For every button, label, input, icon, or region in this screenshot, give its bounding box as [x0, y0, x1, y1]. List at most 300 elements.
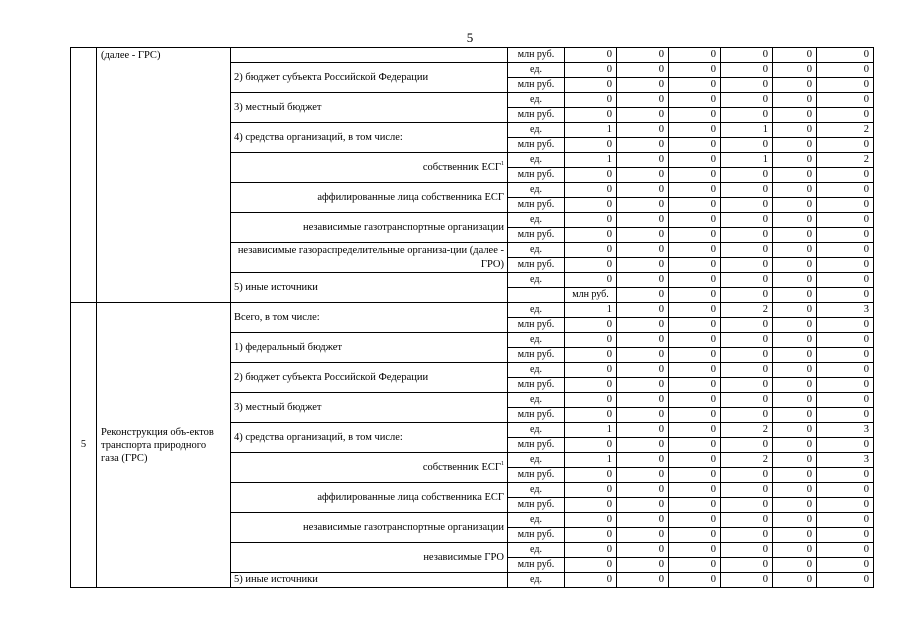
unit-cell: ед. [508, 183, 565, 198]
unit-cell: млн руб. [508, 408, 565, 423]
value-cell: 0 [773, 198, 817, 213]
funding-source-cell [231, 393, 508, 423]
value-cell: 0 [565, 573, 617, 588]
value-cell: 0 [721, 168, 773, 183]
value-cell: 2 [721, 453, 773, 468]
value-cell: 1 [721, 153, 773, 168]
value-cell: 0 [565, 498, 617, 513]
value-cell: 0 [617, 363, 669, 378]
value-cell: 1 [565, 423, 617, 438]
value-cell: 0 [817, 78, 874, 93]
funding-source-cell [231, 333, 508, 363]
value-cell: 0 [721, 378, 773, 393]
value-cell: 0 [669, 213, 721, 228]
value-cell: 0 [721, 393, 773, 408]
value-cell: 0 [773, 93, 817, 108]
value-cell: 0 [617, 273, 669, 288]
value-cell: 0 [669, 378, 721, 393]
value-cell: 0 [773, 468, 817, 483]
unit-cell: ед. [508, 213, 565, 228]
value-cell: 0 [773, 243, 817, 258]
value-cell: 0 [721, 483, 773, 498]
value-cell: 0 [617, 378, 669, 393]
unit-cell: млн руб. [508, 138, 565, 153]
value-cell: 0 [617, 348, 669, 363]
value-cell: 0 [669, 423, 721, 438]
value-cell: 0 [669, 363, 721, 378]
value-cell: 0 [721, 243, 773, 258]
value-cell: 0 [773, 483, 817, 498]
value-cell: 0 [617, 243, 669, 258]
value-cell: 3 [817, 423, 874, 438]
value-cell: 0 [817, 498, 874, 513]
funding-source-cell [231, 183, 508, 213]
value-cell: 0 [617, 318, 669, 333]
funding-source-label: 3) местный бюджет [234, 401, 322, 413]
unit-cell: млн руб. [508, 468, 565, 483]
value-cell: 0 [617, 63, 669, 78]
funding-source-label: 2) бюджет субъекта Российской Федерации [234, 71, 429, 83]
value-cell: 0 [669, 303, 721, 318]
value-cell: 0 [773, 318, 817, 333]
funding-source-cell [231, 423, 508, 453]
funding-source-label: 5) иные источники [234, 574, 318, 585]
funding-source-label: 4) средства организаций, в том числе: [234, 431, 403, 443]
value-cell: 0 [669, 438, 721, 453]
funding-source-cell [231, 123, 508, 153]
value-cell: 0 [669, 513, 721, 528]
value-cell: 1 [565, 123, 617, 138]
value-cell: 0 [817, 468, 874, 483]
unit-cell: млн руб. [508, 258, 565, 273]
value-cell: 0 [565, 183, 617, 198]
value-cell: 0 [773, 228, 817, 243]
funding-source-cell [508, 288, 565, 303]
value-cell: 0 [617, 48, 669, 63]
value-cell: 0 [617, 153, 669, 168]
value-cell: 2 [817, 153, 874, 168]
value-cell: 0 [617, 168, 669, 183]
value-cell: 0 [617, 183, 669, 198]
value-cell: 0 [565, 408, 617, 423]
value-cell: 0 [617, 108, 669, 123]
funding-source-cell [231, 573, 508, 588]
unit-cell: ед. [508, 153, 565, 168]
value-cell: 0 [817, 138, 874, 153]
value-cell: 0 [721, 333, 773, 348]
value-cell: 0 [565, 78, 617, 93]
value-cell: 0 [669, 63, 721, 78]
value-cell: 0 [565, 393, 617, 408]
value-cell: 0 [617, 453, 669, 468]
value-cell: 0 [817, 93, 874, 108]
unit-cell: ед. [508, 243, 565, 258]
value-cell: 0 [817, 168, 874, 183]
value-cell: 0 [817, 183, 874, 198]
value-cell: 0 [817, 228, 874, 243]
value-cell: 0 [617, 468, 669, 483]
funding-source-cell [231, 363, 508, 393]
value-cell: 0 [565, 528, 617, 543]
value-cell: 0 [565, 243, 617, 258]
value-cell: 0 [669, 168, 721, 183]
value-cell: 2 [817, 123, 874, 138]
value-cell: 0 [669, 153, 721, 168]
value-cell: 0 [817, 483, 874, 498]
page-number: 5 [466, 30, 474, 45]
unit-cell: млн руб. [508, 348, 565, 363]
funding-source-label: 2) бюджет субъекта Российской Федерации [234, 371, 429, 383]
unit-cell: млн руб. [508, 198, 565, 213]
funding-source-label: независимые газораспределительные организа-ции (далее - ГРО) [237, 244, 504, 270]
value-cell: 0 [617, 213, 669, 228]
value-cell: 0 [565, 108, 617, 123]
value-cell: 0 [773, 573, 817, 588]
value-cell: 0 [817, 63, 874, 78]
funding-source-cell [231, 453, 508, 483]
value-cell: 0 [773, 183, 817, 198]
value-cell: 0 [669, 453, 721, 468]
unit-cell: ед. [508, 453, 565, 468]
funding-source-cell [231, 93, 508, 123]
unit-cell: ед. [508, 93, 565, 108]
unit-cell: ед. [508, 303, 565, 318]
funding-source-label: Всего, в том числе: [234, 311, 320, 323]
value-cell: 0 [669, 528, 721, 543]
value-cell: 0 [669, 258, 721, 273]
unit-cell: ед. [508, 423, 565, 438]
value-cell: 0 [773, 138, 817, 153]
value-cell: 0 [721, 108, 773, 123]
value-cell: 0 [721, 288, 773, 303]
value-cell: 0 [565, 318, 617, 333]
funding-source-label: аффилированные лица собственника ЕСГ [317, 191, 504, 203]
unit-cell: млн руб. [508, 438, 565, 453]
funding-source-label: собственник ЕСГ [422, 161, 501, 173]
value-cell: 0 [773, 543, 817, 558]
value-cell: 0 [773, 528, 817, 543]
value-cell: 0 [773, 438, 817, 453]
value-cell: 0 [617, 78, 669, 93]
value-cell: 0 [565, 63, 617, 78]
value-cell: 0 [617, 123, 669, 138]
unit-cell: ед. [508, 483, 565, 498]
unit-cell: ед. [508, 573, 565, 588]
value-cell: 0 [721, 93, 773, 108]
value-cell: 0 [565, 513, 617, 528]
value-cell: 0 [773, 213, 817, 228]
unit-cell: млн руб. [508, 168, 565, 183]
value-cell: 0 [565, 378, 617, 393]
value-cell: 0 [721, 408, 773, 423]
value-cell: 0 [817, 408, 874, 423]
value-cell: 0 [817, 48, 874, 63]
value-cell: 0 [817, 213, 874, 228]
value-cell: 0 [721, 573, 773, 588]
value-cell: 0 [617, 558, 669, 573]
value-cell: 0 [817, 198, 874, 213]
value-cell: 0 [617, 543, 669, 558]
value-cell: 0 [773, 393, 817, 408]
unit-cell: ед. [508, 543, 565, 558]
value-cell: 0 [565, 363, 617, 378]
value-cell: 0 [669, 573, 721, 588]
funding-source-label: 5) иные источники [234, 281, 318, 293]
value-cell: 0 [773, 498, 817, 513]
value-cell: 0 [669, 288, 721, 303]
row-number-cell: 5 [71, 303, 97, 588]
value-cell: 0 [817, 258, 874, 273]
funding-source-label: 4) средства организаций, в том числе: [234, 131, 403, 143]
value-cell: 0 [669, 348, 721, 363]
value-cell: 0 [617, 408, 669, 423]
unit-cell: ед. [508, 273, 565, 288]
value-cell: 0 [817, 318, 874, 333]
value-cell: 0 [773, 123, 817, 138]
funding-table [70, 47, 874, 588]
funding-source-label: 3) местный бюджет [234, 101, 322, 113]
value-cell: 0 [565, 213, 617, 228]
value-cell: 0 [669, 243, 721, 258]
value-cell: 0 [617, 198, 669, 213]
value-cell: 0 [669, 318, 721, 333]
value-cell: 0 [565, 198, 617, 213]
unit-cell: ед. [508, 393, 565, 408]
value-cell: 0 [817, 288, 874, 303]
funding-source-label: 1) федеральный бюджет [234, 341, 343, 353]
value-cell: 0 [617, 528, 669, 543]
unit-cell: ед. [508, 333, 565, 348]
value-cell: 0 [817, 558, 874, 573]
unit-cell: млн руб. [508, 78, 565, 93]
value-cell: 0 [565, 228, 617, 243]
value-cell: 0 [669, 108, 721, 123]
unit-cell: млн руб. [508, 48, 565, 63]
value-cell: 0 [773, 108, 817, 123]
value-cell: 0 [721, 63, 773, 78]
value-cell: 0 [669, 333, 721, 348]
value-cell: 0 [617, 138, 669, 153]
funding-source-label: независимые газотранспортные организации [302, 221, 504, 233]
value-cell: 0 [617, 483, 669, 498]
value-cell: 0 [817, 243, 874, 258]
value-cell: 0 [773, 453, 817, 468]
value-cell: 0 [617, 423, 669, 438]
table-body [71, 48, 874, 588]
value-cell: 0 [817, 543, 874, 558]
value-cell: 0 [817, 393, 874, 408]
value-cell: 0 [617, 438, 669, 453]
value-cell: 0 [817, 333, 874, 348]
value-cell: 0 [565, 93, 617, 108]
value-cell: 0 [669, 393, 721, 408]
value-cell: 0 [669, 228, 721, 243]
value-cell: 0 [669, 198, 721, 213]
value-cell: 0 [721, 198, 773, 213]
value-cell: 0 [773, 408, 817, 423]
value-cell: 0 [565, 483, 617, 498]
value-cell: 0 [721, 183, 773, 198]
value-cell: 0 [817, 573, 874, 588]
value-cell: 0 [817, 273, 874, 288]
funding-source-cell [231, 483, 508, 513]
value-cell: 0 [721, 213, 773, 228]
funding-source-cell [231, 543, 508, 573]
value-cell: 3 [817, 453, 874, 468]
value-cell: 0 [669, 273, 721, 288]
value-cell: 0 [721, 438, 773, 453]
unit-cell: млн руб. [508, 528, 565, 543]
value-cell: 0 [565, 333, 617, 348]
value-cell: 0 [721, 348, 773, 363]
value-cell: 0 [773, 63, 817, 78]
value-cell: 0 [721, 513, 773, 528]
value-cell: 0 [721, 318, 773, 333]
unit-cell: млн руб. [508, 228, 565, 243]
value-cell: 0 [773, 48, 817, 63]
value-cell: 0 [617, 303, 669, 318]
value-cell: 0 [721, 48, 773, 63]
value-cell: 0 [817, 513, 874, 528]
value-cell: 0 [617, 573, 669, 588]
value-cell: 0 [721, 528, 773, 543]
value-cell: 0 [669, 468, 721, 483]
value-cell: 0 [773, 513, 817, 528]
value-cell: 0 [817, 378, 874, 393]
value-cell: 0 [773, 153, 817, 168]
value-cell: 0 [773, 423, 817, 438]
value-cell: 0 [773, 258, 817, 273]
value-cell: 0 [817, 108, 874, 123]
value-cell: 0 [669, 48, 721, 63]
value-cell: 0 [565, 138, 617, 153]
value-cell: 0 [617, 513, 669, 528]
unit-cell: млн руб. [508, 108, 565, 123]
funding-source-cell [231, 513, 508, 543]
value-cell: 0 [669, 483, 721, 498]
value-cell: 0 [565, 468, 617, 483]
value-cell: 0 [565, 48, 617, 63]
value-cell: 0 [721, 498, 773, 513]
value-cell: 0 [773, 168, 817, 183]
unit-cell: ед. [508, 123, 565, 138]
value-cell: 0 [817, 528, 874, 543]
funding-source-label: собственник ЕСГ [422, 461, 501, 473]
unit-cell: ед. [508, 363, 565, 378]
value-cell: 0 [721, 543, 773, 558]
value-cell: 1 [565, 153, 617, 168]
row-number-cell [71, 48, 97, 303]
unit-cell: млн руб. [508, 558, 565, 573]
funding-source-cell [231, 243, 508, 273]
value-cell: 0 [617, 333, 669, 348]
activity-name-cell: Реконструкция объ-ектов транспорта природного газа (ГРС) [97, 303, 231, 588]
value-cell: 0 [669, 558, 721, 573]
table-row [71, 303, 874, 318]
value-cell: 0 [721, 468, 773, 483]
funding-source-cell [231, 273, 508, 303]
value-cell: 0 [669, 138, 721, 153]
value-cell: 0 [773, 303, 817, 318]
value-cell: 0 [565, 558, 617, 573]
value-cell: 0 [773, 288, 817, 303]
funding-source-cell [231, 213, 508, 243]
value-cell: 0 [773, 378, 817, 393]
value-cell: 0 [669, 123, 721, 138]
value-cell: 0 [669, 183, 721, 198]
value-cell: 0 [773, 363, 817, 378]
value-cell: 0 [773, 78, 817, 93]
value-cell: 0 [721, 78, 773, 93]
unit-cell: млн руб. [565, 288, 617, 303]
value-cell: 0 [669, 78, 721, 93]
activity-name-cell: (далее - ГРС) [97, 48, 231, 303]
value-cell: 0 [669, 498, 721, 513]
value-cell: 0 [617, 393, 669, 408]
funding-source-cell [231, 48, 508, 63]
value-cell: 2 [721, 423, 773, 438]
value-cell: 0 [773, 558, 817, 573]
footnote-mark: 1 [501, 460, 504, 467]
value-cell: 0 [721, 138, 773, 153]
value-cell: 0 [721, 258, 773, 273]
value-cell: 1 [721, 123, 773, 138]
value-cell: 0 [669, 93, 721, 108]
value-cell: 0 [721, 273, 773, 288]
unit-cell: млн руб. [508, 498, 565, 513]
value-cell: 0 [565, 168, 617, 183]
value-cell: 0 [565, 273, 617, 288]
funding-source-label: аффилированные лица собственника ЕСГ [317, 491, 504, 503]
value-cell: 0 [617, 498, 669, 513]
unit-cell: млн руб. [508, 318, 565, 333]
value-cell: 1 [565, 453, 617, 468]
value-cell: 0 [617, 288, 669, 303]
value-cell: 3 [817, 303, 874, 318]
unit-cell: млн руб. [508, 378, 565, 393]
value-cell: 0 [817, 438, 874, 453]
value-cell: 0 [817, 348, 874, 363]
value-cell: 0 [669, 408, 721, 423]
value-cell: 0 [617, 258, 669, 273]
funding-source-label: независимые ГРО [423, 551, 504, 563]
value-cell: 0 [721, 228, 773, 243]
unit-cell: ед. [508, 513, 565, 528]
value-cell: 0 [565, 438, 617, 453]
value-cell: 0 [617, 93, 669, 108]
footnote-mark: 1 [501, 160, 504, 167]
value-cell: 0 [617, 228, 669, 243]
value-cell: 1 [565, 303, 617, 318]
funding-source-cell [231, 153, 508, 183]
value-cell: 0 [773, 273, 817, 288]
value-cell: 0 [817, 363, 874, 378]
value-cell: 0 [773, 333, 817, 348]
funding-source-cell [231, 63, 508, 93]
value-cell: 0 [565, 348, 617, 363]
value-cell: 2 [721, 303, 773, 318]
value-cell: 0 [669, 543, 721, 558]
value-cell: 0 [721, 363, 773, 378]
value-cell: 0 [565, 258, 617, 273]
table-row [71, 48, 874, 63]
funding-source-label: независимые газотранспортные организации [302, 521, 504, 533]
funding-source-cell [231, 303, 508, 333]
unit-cell: ед. [508, 63, 565, 78]
value-cell: 0 [565, 543, 617, 558]
value-cell: 0 [721, 558, 773, 573]
value-cell: 0 [773, 348, 817, 363]
